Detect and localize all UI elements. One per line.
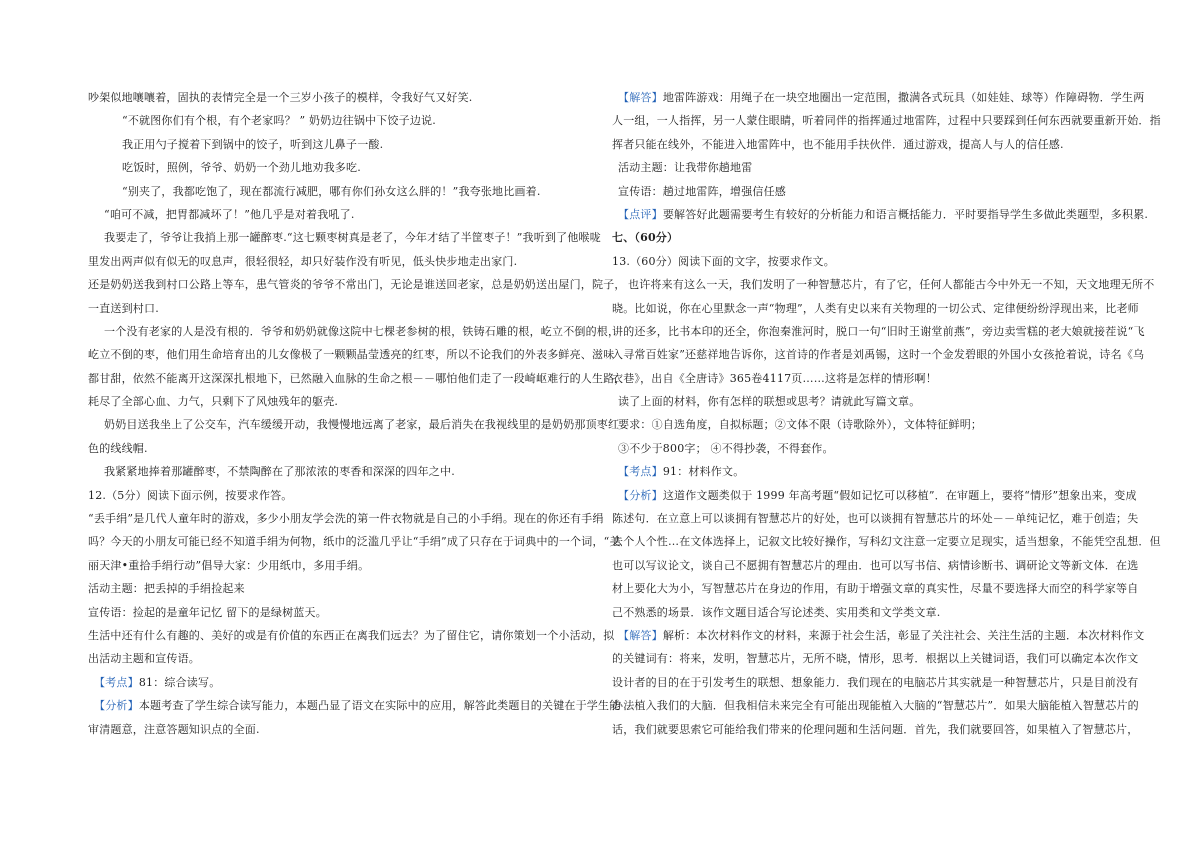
text-line [612, 226, 1112, 249]
text-line [612, 86, 1145, 109]
line-text: 色的线线帽. [88, 441, 148, 455]
text-line [88, 671, 588, 694]
line-text: 讲的还多，比书本印的还全，你泡秦淮河时，脱口一句“旧时王谢堂前燕”，旁边卖雪糕的老大娘就接茬说“飞 [612, 324, 1145, 338]
text-line [88, 460, 588, 483]
line-text: 设计者的目的在于引发考生的联想、想象能力．我们现在的电脑芯片其实就是一种智慧芯片，只是目前没有 [612, 675, 1139, 689]
text-line [88, 367, 626, 390]
line-text: 读了上面的材料，你有怎样的联想或思考？请就此写篇文章。 [618, 395, 921, 409]
text-line [88, 343, 615, 366]
text-line [612, 718, 1139, 741]
section-tag: 【分析】 [94, 699, 139, 713]
text-line [88, 250, 588, 273]
line-text: 宣传语：趟过地雷阵，增强信任感 [618, 184, 786, 198]
line-text: 衣巷》，出自《全唐诗》365卷4117页……这将是怎样的情形啊！ [612, 371, 937, 385]
left-column [88, 86, 626, 741]
text-line [612, 250, 1112, 273]
line-text: 我正用勺子搅着下到锅中的饺子，听到这儿鼻子一酸. [122, 137, 384, 151]
line-text: 吃饭时，照例，爷爷、奶奶一个劲儿地劝我多吃. [122, 161, 361, 175]
line-text: 12.（5分）阅读下面示例，按要求作答。 [88, 488, 293, 502]
text-line [88, 507, 604, 530]
text-line [612, 273, 1155, 296]
section-tag: 【解答】 [618, 628, 663, 642]
section-tag: 【分析】 [618, 488, 663, 502]
text-line [88, 718, 588, 741]
line-text: 吗？今天的小朋友可能已经不知道手绢为何物，纸巾的泛滥几乎让“手绢”成了只存在于词典中的一个词，“美 [88, 535, 621, 549]
line-text: 办法植入我们的大脑．但我相信未来完全有可能出现能植入大脑的“智慧芯片”．如果大脑能植入智慧芯片的 [612, 699, 1139, 713]
text-line [88, 601, 588, 624]
text-line [612, 484, 1137, 507]
text-line [88, 133, 588, 156]
text-line [612, 671, 1139, 694]
line-text: “咱可不减，把胃都减坏了！”他几乎是对着我吼了. [104, 207, 355, 221]
line-text: 挥者只能在线外，不能进入地雷阵中，也不能用手扶伙伴．通过游戏，提高人与人的信任感. [612, 137, 1064, 151]
text-line [88, 203, 588, 226]
text-line [612, 507, 1139, 530]
line-text: 屹立不倒的枣，他们用生命培育出的儿女像极了一颗颗晶莹透亮的红枣，所以不论我们的外表多鲜亮、滋味 [88, 348, 615, 362]
text-line [88, 484, 588, 507]
line-text: 91：材料作文。 [662, 465, 745, 479]
line-text: 耗尽了全部心血、力气，只剩下了风烛残年的躯壳. [88, 395, 339, 409]
line-text: 都甘甜，依然不能离开这深深扎根地下，已然融入血脉的生命之根－－哪怕他们走了一段崎岖难行的人生路， [88, 371, 626, 385]
line-text: 我紧紧地捧着那罐醉枣，不禁陶醉在了那浓浓的枣香和深深的四年之中. [104, 465, 455, 479]
line-text: 81：综合读写。 [138, 675, 221, 689]
line-text: 入寻常百姓家”还慈祥地告诉你，这首诗的作者是刘禹锡，这时一个金发碧眼的外国小女孩抢着说，诗名《乌 [612, 348, 1145, 362]
text-line [612, 203, 1149, 226]
line-text: 奶奶目送我坐上了公交车，汽车缓缓开动，我慢慢地远离了老家，最后消失在我视线里的是奶奶那顶枣红 [104, 418, 620, 432]
section-tag: 【点评】 [618, 207, 663, 221]
text-line [88, 180, 588, 203]
line-text: 活动主题：把丢掉的手绢捡起来 [88, 582, 245, 596]
text-line [612, 647, 1139, 670]
line-text: 也可以写议论文，谈自己不愿拥有智慧芯片的理由．也可以写书信、病情诊断书、调研论文等新文体．在选 [612, 558, 1139, 572]
line-text: 地雷阵游戏：用绳子在一块空地圈出一定范围，撒满各式玩具（如娃娃、球等）作障碍物．学生两 [662, 91, 1145, 104]
line-text: 还是奶奶送我到村口公路上等车，患气管炎的爷爷不常出门，无论是谁送回老家，总是奶奶送出屋门，院子， [88, 278, 626, 292]
text-line [612, 624, 1145, 647]
text-line [612, 437, 1112, 460]
text-line [88, 413, 620, 436]
line-text: 本题考查了学生综合读写能力，本题凸显了语文在实际中的应用，解答此类题目的关键在于学生能 [138, 699, 621, 713]
line-text: 己不熟悉的场景．该作文题目适合写论述类、实用类和文学类文章. [612, 605, 941, 619]
line-text: 人一组，一人指挥，另一人蒙住眼睛，听着同伴的指挥通过地雷阵，过程中只要踩到任何东西就要重新开始．指 [612, 114, 1161, 128]
line-text: 出活动主题和宣传语。 [88, 652, 200, 666]
text-line [612, 413, 1112, 436]
line-text: “别夹了，我都吃饱了，现在都流行减肥，哪有你们孙女这么胖的！”我夸张地比画着. [122, 184, 541, 198]
text-line [612, 320, 1145, 343]
line-text: 陈述句．在立意上可以谈拥有智慧芯片的好处，也可以谈拥有智慧芯片的坏处－－单纯记忆，难于创造；失 [612, 512, 1139, 526]
text-line [88, 647, 588, 670]
line-text: 材上要化大为小，写智慧芯片在身边的作用，有助于增强文章的真实性，尽量不要选择大而空的科学家等自 [612, 582, 1139, 596]
text-line [88, 624, 615, 647]
text-line [612, 180, 1112, 203]
line-text: 晓。比如说，你在心里默念一声“物理”，人类有史以来有关物理的一切公式、定律便纷纷浮现出来，比老师 [612, 301, 1139, 315]
section-tag: 【考点】 [618, 465, 663, 479]
line-text: 要求：①自选角度，自拟标题；②文体不限（诗歌除外），文体特征鲜明； [618, 418, 983, 432]
line-text: 解析：本次材料作文的材料，来源于社会生活，彰显了关注社会、关注生活的主题．本次材料作文 [662, 628, 1145, 642]
section-tag: 【考点】 [94, 675, 139, 689]
text-line [612, 390, 1112, 413]
text-line [612, 156, 1112, 179]
text-line [612, 694, 1139, 717]
text-line [88, 577, 588, 600]
line-text: 生活中还有什么有趣的、美好的或是有价值的东西正在离我们远去？为了留住它，请你策划一个小活动，拟 [88, 628, 615, 642]
line-text: 里发出两声似有似无的叹息声，很轻很轻，却只好装作没有听见，低头快步地走出家门. [88, 254, 518, 268]
text-line [612, 601, 1112, 624]
text-line [88, 437, 588, 460]
text-line [612, 133, 1112, 156]
text-line [612, 577, 1139, 600]
line-text: 要解答好此题需要考生有较好的分析能力和语言概括能力．平时要指导学生多做此类题型，多积累. [662, 207, 1149, 221]
line-text: 也许将来有这么一天，我们发明了一种智慧芯片，有了它，任何人都能古今中外无一不知，天文地理无所不 [628, 278, 1155, 292]
text-line [612, 109, 1161, 132]
line-text: 一个没有老家的人是没有根的．爷爷和奶奶就像这院中七棵老参树的根，铁铸石雕的根，屹立不倒的根， [104, 324, 620, 338]
line-text: 审清题意，注意答题知识点的全面. [88, 722, 260, 736]
text-line [88, 390, 588, 413]
line-text: 话，我们就要思索它可能给我们带来的伦理问题和生活问题．首先，我们就要回答，如果植入了智慧芯片， [612, 722, 1139, 736]
text-line [612, 530, 1161, 553]
text-line [88, 156, 588, 179]
line-text: 去个人个性…在文体选择上，记叙文比较好操作，写科幻文注意一定要立足现实，适当想象，不能凭空乱想．但 [612, 535, 1161, 549]
line-text: 这道作文题类似于 1999 年高考题“假如记忆可以移植”．在审题上，要将“情形”想象出来，变成 [662, 488, 1137, 502]
text-line [88, 320, 620, 343]
line-text: 吵架似地嚷嚷着，固执的表情完全是一个三岁小孩子的模样，令我好气又好笑. [88, 91, 473, 104]
text-line [88, 554, 588, 577]
text-line [612, 343, 1145, 366]
line-text: 的关键词有：将来，发明，智慧芯片，无所不晓，情形，思考．根据以上关键词语，我们可以确定本次作文 [612, 652, 1139, 666]
line-text: 活动主题：让我带你趟地雷 [618, 161, 753, 175]
line-text: 13.（60分）阅读下面的文字，按要求作文。 [612, 254, 835, 268]
text-line [612, 367, 1112, 390]
text-line [88, 86, 588, 109]
line-text: 一直送到村口. [88, 301, 159, 315]
text-line [612, 297, 1139, 320]
line-text: 七、（60分） [612, 231, 679, 245]
line-text: 丽天津•重拾手绢行动”倡导大家：少用纸巾，多用手绢。 [88, 558, 370, 572]
text-line [88, 226, 601, 249]
section-tag: 【解答】 [618, 91, 663, 104]
text-line [88, 530, 621, 553]
right-column [612, 86, 1161, 741]
line-text: “丢手绢”是几代人童年时的游戏，多少小朋友学会洗的第一件衣物就是自己的小手绢。现在的你还有手绢 [88, 512, 604, 526]
text-line [612, 554, 1139, 577]
text-line [612, 460, 1112, 483]
line-text: ③不少于800字； ④不得抄袭，不得套作。 [618, 441, 834, 455]
line-text: 我要走了，爷爷让我捎上那一罐醉枣.“这七颗枣树真是老了，今年才结了半筐枣子！”我听到了他喉咙 [104, 231, 601, 245]
text-line [88, 109, 588, 132]
text-line [88, 694, 621, 717]
line-text: 宣传语：捡起的是童年记忆 留下的是绿树蓝天。 [88, 605, 327, 619]
text-line [88, 273, 626, 296]
text-line [88, 297, 588, 320]
line-text: “不就图你们有个根，有个老家吗？ ” 奶奶边往锅中下饺子边说. [122, 114, 436, 128]
